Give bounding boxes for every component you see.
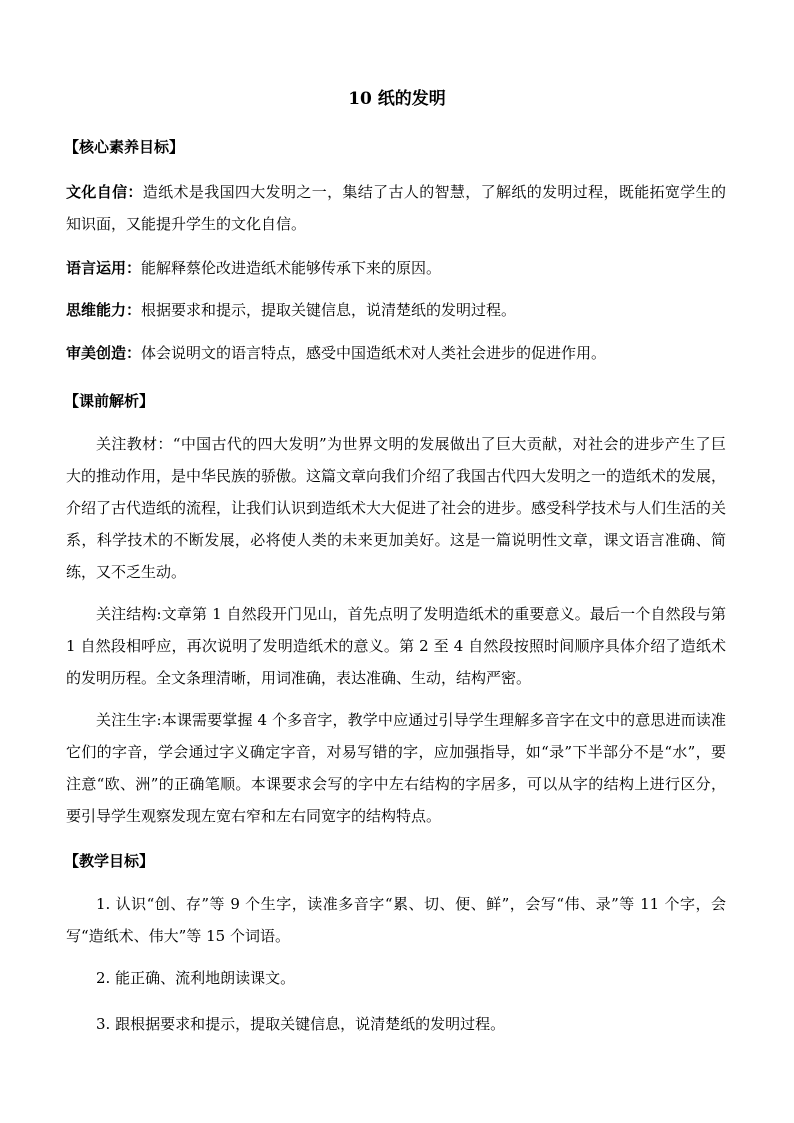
goal-label: 审美创造： xyxy=(66,344,142,362)
goal-aesthetic-creation xyxy=(66,337,726,369)
goal-text: 体会说明文的语言特点，感受中国造纸术对人类社会进步的促进作用。 xyxy=(141,344,607,362)
analysis-paragraph-textbook: 关注教材：“中国古代的四大发明”为世界文明的发展做出了巨大贡献，对社会的进步产生了巨大的推动作用，是中华民族的骄傲。这篇文章向我们介绍了我国古代四大发明之一的造纸术的发展，介绍了古代造纸的流程，让我们认识到造纸术大大促进了社会的进步。感受科学技术与人们生活的关系，科学技术的不断发展，必将使人类的未来更加美好。这是一篇说明性文章，课文语言准确、简练，又不乏生动。 xyxy=(66,435,727,581)
goal-text: 根据要求和提示，提取关键信息，说清楚纸的发明过程。 xyxy=(141,301,517,319)
section-heading-pre-class-analysis: 【课前解析】 xyxy=(64,392,155,410)
section-heading-core-goals: 【核心素养目标】 xyxy=(64,138,185,156)
goal-label: 思维能力： xyxy=(66,301,142,319)
goal-text: 能解释蔡伦改进造纸术能够传承下来的原因。 xyxy=(141,259,442,277)
goal-cultural-confidence xyxy=(66,176,726,240)
teaching-goal-item: 1. 认识“创、存”等 9 个生字，读准多音字“累、切、便、鲜”，会写“伟、录”等 11 个字，会写“造纸术、伟大”等 15 个词语。 xyxy=(66,895,726,945)
goal-language-use xyxy=(66,252,726,284)
document-title: 10 纸的发明 xyxy=(348,89,446,109)
goal-label: 语言运用： xyxy=(66,259,142,277)
section-heading-teaching-goals: 【教学目标】 xyxy=(64,852,155,870)
analysis-paragraph-structure: 关注结构:文章第 1 自然段开门见山，首先点明了发明造纸术的重要意义。最后一个自然段与第 1 自然段相呼应，再次说明了发明造纸术的意义。第 2 至 4 自然段按照时间顺序具体介绍了造纸术的发明历程。全文条理清晰，用词准确，表达准确、生动，结构严密。 xyxy=(66,605,726,687)
goal-thinking-ability xyxy=(66,294,726,326)
goal-text: 造纸术是我国四大发明之一，集结了古人的智慧，了解纸的发明过程，既能拓宽学生的知识面，又能提升学生的文化自信。 xyxy=(66,183,726,233)
goal-label: 文化自信： xyxy=(66,183,143,201)
analysis-paragraph-new-characters: 关注生字:本课需要掌握 4 个多音字，教学中应通过引导学生理解多音字在文中的意思进而读准它们的字音，学会通过字义确定字音，对易写错的字，应加强指导，如“录”下半部分不是“水”，要注意“欧、洲”的正确笔顺。本课要求会写的字中左右结构的字居多，可以从字的结构上进行区分，要引导学生观察发现左宽右窄和左右同宽字的结构特点。 xyxy=(66,711,726,825)
teaching-goal-item: 2. 能正确、流利地朗读课文。 xyxy=(96,969,296,987)
teaching-goal-item: 3. 跟根据要求和提示，提取关键信息，说清楚纸的发明过程。 xyxy=(96,1015,506,1033)
